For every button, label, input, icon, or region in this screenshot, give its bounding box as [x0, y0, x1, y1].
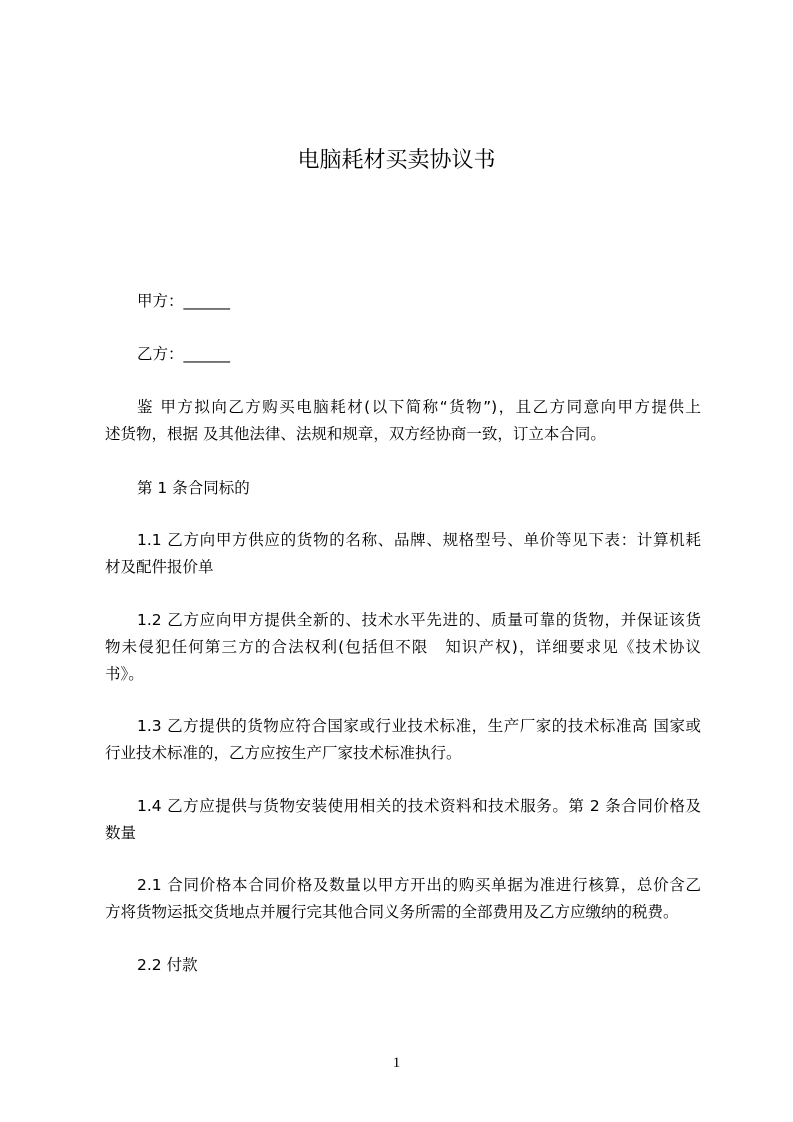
page-number: 1: [392, 1055, 401, 1071]
text-line: 第 1 条合同标的: [137, 479, 250, 497]
party-a: [105, 288, 701, 315]
text-line: 1.1 乙方向甲方供应的货物的名称、品牌、规格型号、单价等见下表：计算机耗: [137, 531, 701, 549]
text-line: 1.2 乙方应向甲方提供全新的、技术水平先进的、质量可靠的货物，并保证该货: [137, 611, 701, 629]
clause-1-1: [105, 527, 701, 581]
clause-1-3: [105, 713, 701, 767]
article-1-heading: [105, 475, 701, 502]
text-line: 述货物，根据 及其他法律、法规和规章，双方经协商一致，订立本合同。: [105, 425, 606, 443]
clause-2-2: [105, 952, 701, 979]
text-line: 行业技术标准的，乙方应按生产厂家技术标准执行。: [105, 744, 462, 762]
text-line: 物未侵犯任何第三方的合法权利(包括但不限 知识产权)，详细要求见《技术协议: [105, 638, 701, 656]
text-line: 方将货物运抵交货地点并履行完其他合同义务所需的全部费用及乙方应缴纳的税费。: [105, 903, 679, 921]
text-line: 1.4 乙方应提供与货物安装使用相关的技术资料和技术服务。第 2 条合同价格及: [137, 797, 701, 815]
text-line: 数量: [105, 824, 137, 842]
clause-1-4: [105, 793, 701, 847]
text-line: 1.3 乙方提供的货物应符合国家或行业技术标准，生产厂家的技术标准高 国家或: [137, 717, 701, 735]
document-title: 电脑耗材买卖协议书: [297, 148, 496, 173]
text-line: 2.1 合同价格本合同价格及数量以甲方开出的购买单据为准进行核算，总价含乙: [137, 876, 701, 894]
text-line: 乙方：______: [137, 345, 231, 363]
text-line: 2.2 付款: [137, 956, 198, 974]
text-line: 鉴 甲方拟向乙方购买电脑耗材(以下简称“货物”)，且乙方同意向甲方提供上: [137, 398, 701, 416]
clause-1-2: [105, 607, 701, 688]
text-line: 材及配件报价单: [105, 558, 214, 576]
text-line: 书》。: [105, 665, 144, 683]
text-line: 甲方：______: [137, 292, 231, 310]
clause-2-1: [105, 872, 701, 926]
preamble-paragraph: [105, 394, 701, 448]
party-b: [105, 341, 701, 368]
